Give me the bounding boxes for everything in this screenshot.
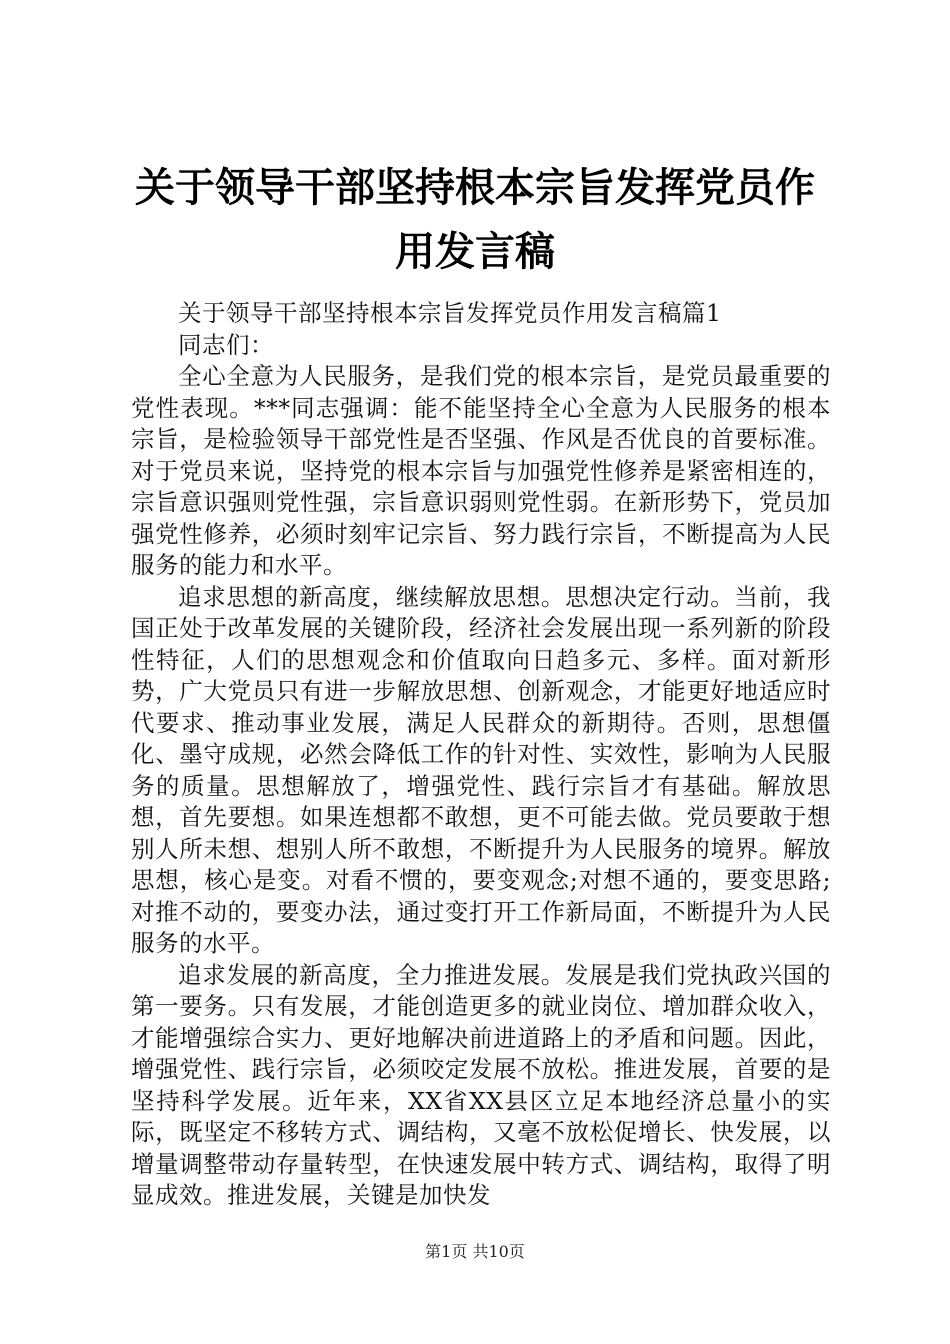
page-footer: 第1页 共10页	[425, 1242, 525, 1261]
paragraph: 全心全意为人民服务，是我们党的根本宗旨，是党员最重要的党性表现。***同志强调：能不能坚持全心全意为人民服务的根本宗旨，是检验领导干部党性是否坚强、作风是否优良的首要标准。对于党员来说，坚持党的根本宗旨与加强党性修养是紧密相连的，宗旨意识强则党性强，宗旨意识弱则党性弱。在新形势下，党员加强党性修养，必须时刻牢记宗旨、努力践行宗旨，不断提高为人民服务的能力和水平。	[131, 362, 831, 579]
document-body	[131, 298, 831, 1212]
salutation: 同志们：	[178, 330, 274, 359]
paragraph: 追求思想的新高度，继续解放思想。思想决定行动。当前，我国正处于改革发展的关键阶段，经济社会发展出现一系列新的阶段性特征，人们的思想观念和价值取向日趋多元、多样。面对新形势，广大党员只有进一步解放思想、创新观念，才能更好地适应时代要求、推动事业发展，满足人民群众的新期待。否则，思想僵化、墨守成规，必然会降低工作的针对性、实效性，影响为人民服务的质量。思想解放了，增强党性、践行宗旨才有基础。解放思想，首先要想。如果连想都不敢想，更不可能去做。党员要敢于想别人所未想、想别人所不敢想，不断提升为人民服务的境界。解放思想，核心是变。对看不惯的，要变观念;对想不通的，要变思路;对推不动的，要变办法，通过变打开工作新局面，不断提升为人民服务的水平。	[131, 582, 831, 957]
document-subtitle: 关于领导干部坚持根本宗旨发挥党员作用发言稿篇1	[178, 299, 722, 327]
paragraph: 追求发展的新高度，全力推进发展。发展是我们党执政兴国的第一要务。只有发展，才能创造更多的就业岗位、增加群众收入，才能增强综合实力、更好地解决前进道路上的矛盾和问题。因此，增强党性、践行宗旨，必须咬定发展不放松。推进发展，首要的是坚持科学发展。近年来，XX省XX县区立足本地经济总量小的实际，既坚定不移转方式、调结构，又毫不放松促增长、快发展，以增量调整带动存量转型，在快速发展中转方式、调结构，取得了明显成效。推进发展，关键是加快发	[131, 960, 831, 1209]
document-title: 关于领导干部坚持根本宗旨发挥党员作用发言稿	[135, 165, 815, 275]
